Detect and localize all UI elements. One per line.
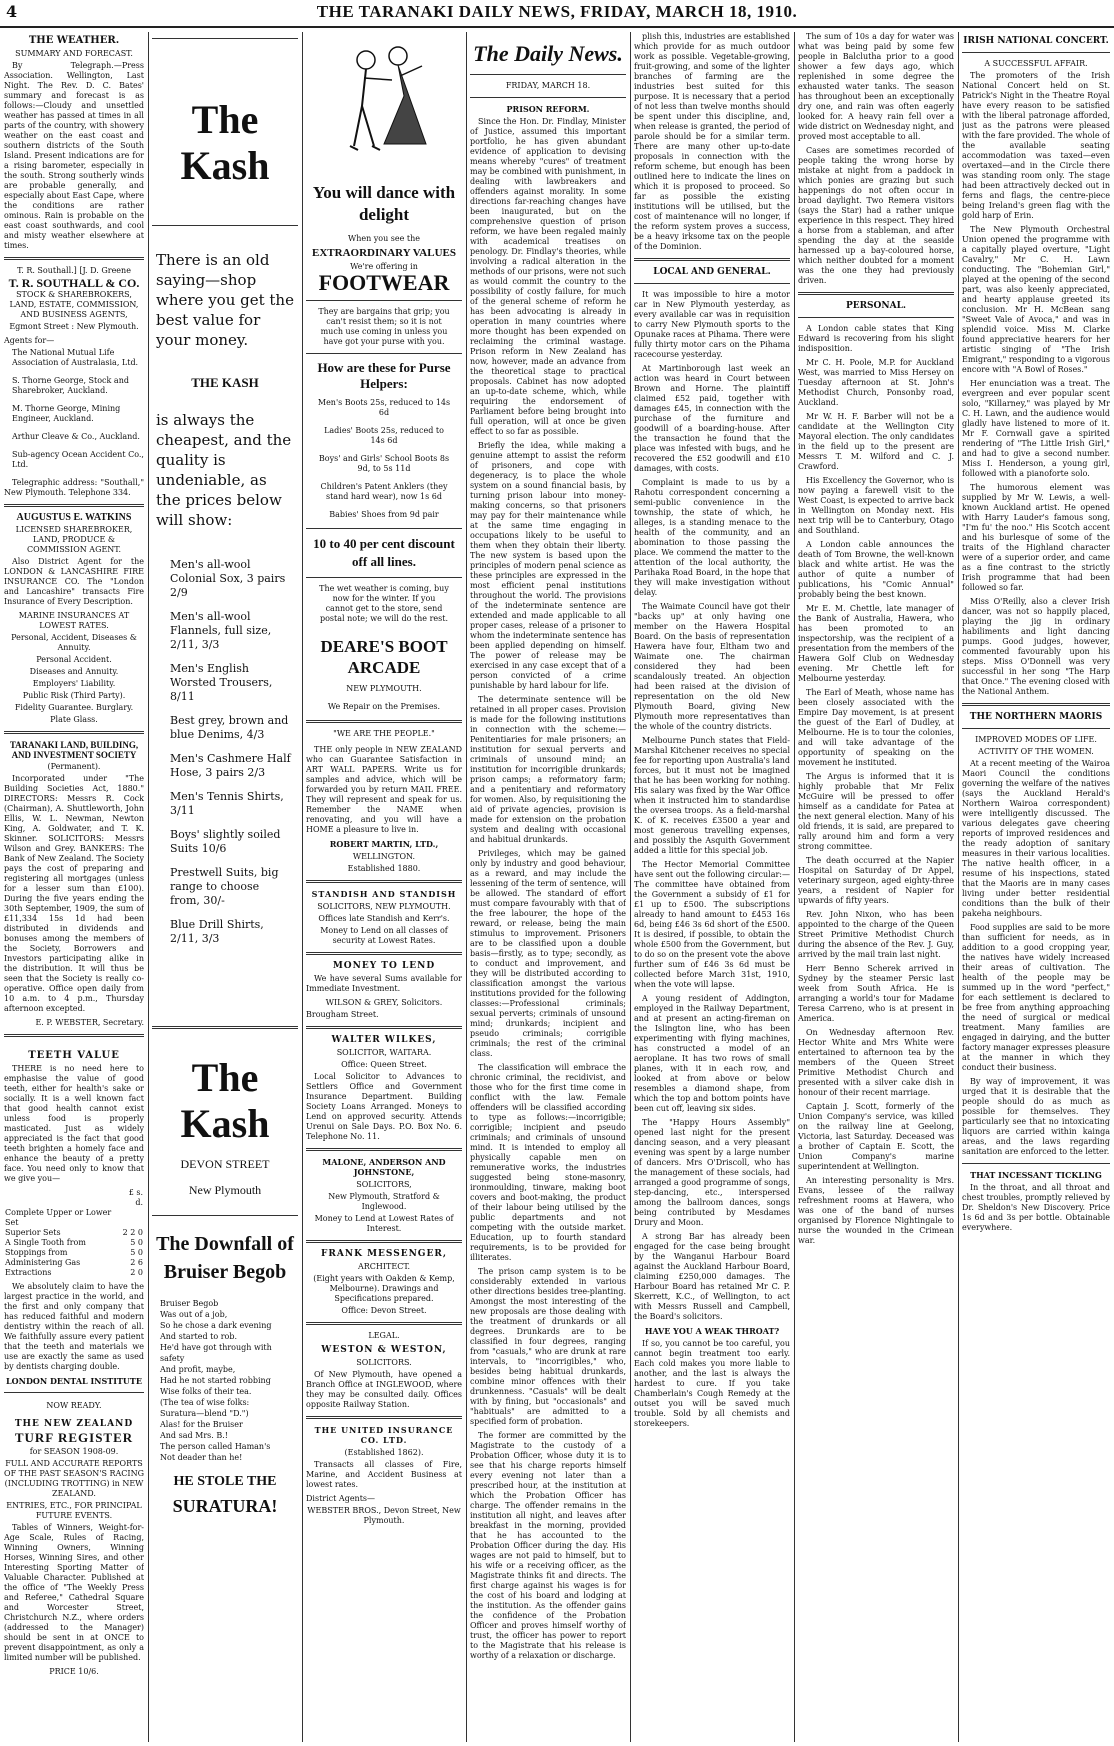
article-paragraph: Mr E. M. Chettle, late manager of the Bank of Australia, Hawera, who has been promoted to an inspectorship, was the recipient of a presentation from the members of the Hawera Golf Club on Wednesday evening. Mr Chettle left for Melbourne yesterday. (798, 604, 954, 683)
article-paragraph: The former are committed by the Magistrate to the custody of a Probation Officer, whose duty it is to see that his charge reports himself every evening not later than a prescribed hour, at the institution at which the Probation Officer has charge. The offender remains in the institution all night, and leaves after breakfast in the morning, provided that he has accounted to the Probation Officer during the day. His wages are not paid to himself, but to his wife or a receiving officer, as the Magistrate thinks fit and directs. The first charge against his wages is for the cost of his board and lodging at the institution. As the offender gains the confidence of the Probation Officer and proves himself worthy of trust, the officer has power to report to the Magistrate that his release is worthy of a relaxation or discharge. (470, 1431, 626, 1660)
turf-heading: THE NEW ZEALAND (14, 1419, 134, 1429)
table-row (4, 1238, 144, 1248)
list-item: Men's all-wool Flannels, full size, 2/11, 3/3 (170, 610, 272, 651)
deare-repair: We Repair on the Premises. (327, 702, 441, 711)
list-item: Babies' Shoes from 9d pair (329, 510, 439, 519)
article-paragraph: It was impossible to hire a motor car in New Plymouth yesterday, as every available car was in requisition to carry New Plymouth sports to the Opunake races at Pihama. There were fully thirty motor cars on the Pihama racecourse yesterday. (634, 290, 790, 359)
divider (962, 1163, 1110, 1164)
list-item: Personal, Accident, Diseases & Annuity. (11, 633, 137, 652)
watkins-marine: MARINE INSURANCES AT LOWEST RATES. (18, 611, 130, 630)
article-paragraph: An interesting personality is Mrs. Evans, lessee of the railway refreshment rooms at Hawera, who was one of the band of nurses organised by Florence Nightingale to nurse the wounded in the Crimean war. (798, 1176, 954, 1245)
divider (306, 300, 462, 301)
table-cell (120, 1208, 144, 1228)
teeth-text: THERE is no need here to emphasise the value of good teeth, either for health's sake or socially. It is a well known fact that good health cannot exist unless food is properly masticated. Just as widely appreciated is the fact that good teeth brighten a homely face and enhance the beauty of a pretty face. You need only to know that we give you— (4, 1064, 144, 1183)
article-paragraph: Her enunciation was a treat. The evergreen and ever popular scent solo, "Killarney," was played by Mr C. H. Lawn, and the audience would gladly have listened to more of it. Mr F. Cornwall gave a spirited rendering of "The Little Irish Girl," and had to give a second number. Miss I. Henderson, a young girl, followed with a pianoforte solo. (962, 379, 1110, 478)
divider (306, 1148, 462, 1151)
lend-firm: WILSON & GREY, Solicitors. (325, 998, 443, 1007)
kash-town: New Plymouth (188, 1183, 262, 1197)
deare-text-1: They are bargains that grip; you can't resist them; so it is not much use coming in unless you have got your purse with you. (318, 307, 450, 346)
article-paragraph: A London cable states that King Edward is recovering from his slight indisposition. (798, 324, 954, 353)
turf-season: for SEASON 1908-09. (29, 1447, 119, 1456)
divider (962, 52, 1110, 53)
article-paragraph: His Excellency the Governor, who is now paying a farewell visit to the West Coast, is expected to arrive back in Wellington on Monday next. His next trip will be to Canterbury, Otago and Southland. (798, 476, 954, 535)
article-paragraph: Melbourne Punch states that Field-Marshal Kitchener receives no special fee for reporting upon Australia's land forces, but it must not be imagined that he has been working for nothing. His salary was fixed by the War Office when it instructed him to standardise the oversea troops. As a field-marshal K. of K. receives £3500 a year and most generous travelling expenses, and possibly the Asquith Government added a little for this special job. (634, 736, 790, 855)
poem-line: And profit, maybe, (160, 1365, 236, 1374)
list-item: Plate Glass. (50, 715, 98, 724)
divider (470, 97, 626, 98)
list-item: Children's Patent Anklers (they stand hard wear), now 1s 6d (320, 482, 448, 501)
society-sub: (Permanent). (47, 762, 101, 771)
poem-line: (The tea of wise folks: (160, 1398, 250, 1407)
united-name: THE UNITED INSURANCE CO. LTD. (314, 1425, 454, 1445)
divider (798, 292, 954, 295)
concert-subheading: A SUCCESSFUL AFFAIR. (984, 59, 1088, 68)
column-2 (152, 32, 298, 1742)
martin-text: THE only people in NEW ZEALAND who can Guarantee Satisfaction in ART WALL PAPERS. Write us for samples and advice, which will be forwarded you by return MAIL FREE. They will represent and speak for us. Remember the NAME when renovating, and you will have a HOME a pleasure to live in. (306, 745, 462, 834)
article-paragraph: Food supplies are said to be more than sufficient for needs, as in addition to a good cropping year, the natives have widely increased their areas of cultivation. The health of the people may be summed up in the word "perfect," for each settlement is declared to be free from anything approaching the need of surgical or medical treatment. Many families are engaged in dairying, and the butter factory manager expresses pleasure at the manner in which they conduct their business. (962, 923, 1110, 1072)
divider (634, 283, 790, 284)
list-item: Employers' Liability. (32, 679, 116, 688)
divider (152, 225, 298, 226)
legal-desc: SOLICITORS. (356, 1358, 412, 1367)
list-item: Men's English Worsted Trousers, 8/11 (170, 662, 273, 703)
kash-street: DEVON STREET (180, 1157, 270, 1171)
divider (470, 74, 626, 75)
poem-line: Alas! for the Bruiser (160, 1420, 243, 1429)
list-item: Personal Accident. (36, 655, 112, 664)
table-row (4, 1268, 144, 1278)
list-item: S. Thorne George, Stock and Sharebroker, Auckland. (12, 376, 129, 395)
poem-line: He'd have got through with safety (160, 1343, 272, 1363)
deare-helpers: How are these for Purse Helpers: (317, 360, 451, 391)
divider (306, 880, 462, 883)
article-paragraph: A strong Bar has already been engaged for the case being brought by the Wanganui Harbour Board against the Auckland Harbour Board, claiming £250,000 damages. The Harbour Board has retained Mr C. P. Skerrett, K.C., of Wellington, to act with Messrs Russell and Campbell, the Board's solicitors. (634, 1232, 790, 1321)
article-paragraph: The Waimate Council have got their "backs up" at only having one member on the Hawera Hospital Board. On the basis of representation Hawera have four, Eltham two and Waimate one. The chairman considered they had been scandalously treated. An objection had been raised at the division of representation on the old New Plymouth Board, giving New Plymouth more representatives than the whole of the country districts. (634, 602, 790, 731)
wilkes-desc: SOLICITOR, WAITARA. (336, 1048, 432, 1057)
list-item: Men's Tennis Shirts, 3/11 (170, 790, 284, 817)
teeth-institute: LONDON DENTAL INSTITUTE (6, 1376, 142, 1386)
kash-text-1: There is an old saying—shop where you get the best value for your money. (156, 251, 294, 349)
article-paragraph: The promoters of the Irish National Concert held on St. Patrick's Night in the Theatre Royal have every reason to be satisfied with the liberal patronage afforded, just as the patrons were pleased with the fare provided. The whole of the available seating accommodation was taxed—even overtaxed—and in the Circle there was standing room only. The stage had been attractively decked out in ferns and flags, the centre-piece being Ireland's green flag with the gold harp of Erin. (962, 71, 1110, 220)
standish-name: STANDISH AND STANDISH (311, 889, 457, 899)
kash-sub: THE KASH (191, 375, 259, 390)
article-paragraph: Miss O'Reilly, also a clever Irish dancer, was not so happily placed, playing the jig in ordinary habiliments and light dancing pumps. Good judges, however, commented favourably upon his steps. Miss O'Donnell was very successful in her song "The Harp that Once." The evening closed with the National Anthem. (962, 597, 1110, 696)
poem-line: Suratura—blend "D.") (160, 1409, 249, 1418)
lend-street: Brougham Street. (306, 1010, 379, 1019)
divider (152, 38, 298, 39)
list-item: The National Mutual Life Association of Australasia, Ltd. (12, 348, 139, 367)
martin-name: ROBERT MARTIN, LTD., (329, 839, 439, 849)
article-paragraph: Herr Benno Scherek arrived in Sydney by the steamer Persic last week from South Africa. He is arranging a world's tour for Madame Teresa Carreno, who is at present in America. (798, 964, 954, 1023)
divider (306, 528, 462, 529)
table-cell: Extractions (5, 1268, 52, 1277)
table-cell: 5 0 (130, 1238, 143, 1247)
column-rule (302, 32, 303, 1742)
messenger-name: FRANK MESSENGER, (321, 1249, 447, 1259)
wilkes-text: Local Solicitor to Advances to Settlers Office and Government Insurance Department. Building Society Loans Arranged. Moneys to Lend on approved security. Attends Urenui on Sale Days. P.O. Box No. 6. Telephone No. 11. (306, 1072, 462, 1141)
weather-heading: THE WEATHER. (28, 35, 120, 46)
kash-price-list (170, 558, 292, 946)
united-agents: District Agents— (306, 1494, 376, 1503)
turf-title: TURF REGISTER (14, 1430, 134, 1445)
poem-line: The person called Haman's (160, 1442, 271, 1451)
messenger-desc: ARCHITECT. (357, 1262, 411, 1271)
poem-line: Had he not started robbing (160, 1376, 271, 1385)
standish-money: Money to Lend on all classes of security at Lowest Rates. (320, 926, 448, 945)
table-cell: Stoppings from (5, 1248, 68, 1257)
standish-text: Offices late Standish and Kerr's. (318, 914, 450, 923)
article-paragraph: Mr W. H. F. Barber will not be a candidate at the Wellington City Mayoral election. The only candidates in the field up to the present are Messrs T. M. Wilford and C. J. Crawford. (798, 412, 954, 471)
divider (798, 317, 954, 318)
lend-name: MONEY TO LEND (332, 961, 436, 971)
turf-text-2: Tables of Winners, Weight-for-Age Scale, Rules of Racing, Winning Owners, Winning Horses, Winning Sires, and other Interesting Sporting Matter of Valuable Character. Published at the office of "The Weekly Press and Referee," Cathedral Square and Worcester Street, Christchurch N.Z., where orders (addressed to the Manager) should be sent in at ONCE to prevent disappointment, as only a limited number will be published. (4, 1523, 144, 1662)
maoris-subheading-2: ACTIVITY OF THE WOMEN. (978, 747, 1094, 756)
article-paragraph: The death occurred at the Napier Hospital on Saturday of Dr Appel, veterinary surgeon, aged eighty-three years, a resident of Napier for upwards of fifty years. (798, 856, 954, 905)
article-paragraph: At a recent meeting of the Wairoa Maori Council the conditions governing the welfare of the natives (says the Auckland Herald's Northern Wairoa correspondent) were intelligently discussed. The various delegates gave cheering reports of improved residences and the ready adoption of sanitary measures in their various localities. The native health officer, in a resume of his inspections, stated that the Maoris are in many cases living under better residential conditions than the bulk of their pakeha neighbours. (962, 759, 1110, 918)
editorial-date: FRIDAY, MARCH 18. (505, 81, 591, 90)
legal-heading: LEGAL. (368, 1331, 400, 1340)
poem-line: So he chose a dark evening (160, 1321, 272, 1330)
column-7 (962, 32, 1110, 1742)
malone-text: Money to Lend at Lowest Rates of Interest. (314, 1214, 454, 1233)
list-item: Fidelity Guarantee. Burglary. (14, 703, 134, 712)
kash-brand-1: The Kash (180, 97, 270, 188)
messenger-text: (Eight years with Oakden & Kemp, Melbourne). Drawings and Specifications prepared. (313, 1274, 455, 1303)
deare-line-2: When you see the (347, 234, 421, 243)
wilkes-office: Office: Queen Street. (341, 1060, 427, 1069)
table-row (4, 1188, 144, 1208)
poem-line: And started to rob. (160, 1332, 237, 1341)
divider (4, 257, 144, 260)
teeth-text-2: We absolutely claim to have the largest practice in the world, and the first and only company that has reduced faithful and modern dentistry within the reach of all. We faithfully assure every patient that the teeth and materials we use are exactly the same as used by dentists charging double. (4, 1282, 144, 1371)
column-5 (634, 32, 790, 1742)
editorial-heading: PRISON REFORM. (506, 104, 590, 114)
column-1 (4, 32, 144, 1742)
list-item: Men's all-wool Colonial Sox, 3 pairs 2/9 (170, 558, 286, 599)
divider (4, 1034, 144, 1037)
column-rule (466, 32, 467, 1742)
list-item: Best grey, brown and blue Denims, 4/3 (170, 714, 289, 741)
list-item: Sub-agency Ocean Accident Co., Ltd. (12, 450, 144, 469)
column-6 (798, 32, 954, 1742)
table-cell: 2 6 (130, 1258, 143, 1267)
divider (306, 353, 462, 354)
watkins-name: AUGUSTUS E. WATKINS (16, 512, 132, 523)
southall-telegraphic: Telegraphic address: "Southall," New Plymouth. Telephone 334. (4, 478, 144, 497)
list-item: Boys' slightly soiled Suits 10/6 (170, 828, 281, 855)
article-paragraph: Complaint is made to us by a Rahotu correspondent concerning a semi-public convenience in the township, the state of which, he alleges, is a standing menace to the health of the community, and an abomination to those passing the place. We commend the matter to the attention of the local authority, the Parihaka Road Board, in the hope that they will make investigation without delay. (634, 478, 790, 597)
local-general-heading: LOCAL AND GENERAL. (653, 267, 771, 277)
kash-brand-2: The Kash (180, 1055, 270, 1146)
dancing-couple-illustration (314, 36, 454, 176)
table-cell: A Single Tooth from (5, 1238, 86, 1247)
article-paragraph: The Hector Memorial Committee have sent out the following circular:—The committee have obtained from the Government a subsidy of £1 for £1 up to £500. The subscriptions already to hand amount to £453 16s 6d, being £46 3s 6d short of the £500. It is desired, if possible, to obtain the whole £500 from the Government, but to do so on the present vote the above further sum of £46 3s 6d must be collected before March 31st, 1910, when the vote will lapse. (634, 860, 790, 989)
column-3 (306, 32, 462, 1742)
article-paragraph: Rev. John Nixon, who has been appointed to the charge of the Queen Street Primitive Methodist Church during the absence of the Rev. J. Guy, arrived by the mail train last night. (798, 910, 954, 959)
article-paragraph: A young resident of Addington, employed in the Railway Department, and at present an acting-fireman on the Islington line, who has been experimenting with flying machines, has constructed a model of an aeroplane. It has two rows of small planes, with it in each row, and looked at from above or below resembles a diamond shape, from which the top and bottom points have been cut off, leaving six sides. (634, 994, 790, 1113)
martin-town: WELLINGTON. (352, 852, 416, 861)
turf-price: PRICE 10/6. (49, 1667, 99, 1676)
deare-line-4: We're offering in (350, 262, 418, 271)
daily-news-masthead: The Daily News. (473, 41, 623, 66)
tickling-text: In the throat, and all throat and chest troubles, promptly relieved by Dr. Sheldon's New Discovery. Price 1s 6d and 3s per bottle. Obtainable everywhere. (962, 1183, 1110, 1232)
southall-agent-list (12, 348, 144, 470)
article-paragraph: Mr C. H. Poole, M.P. for Auckland West, was married to Miss Hersey on Tuesday afternoon at St. John's Methodist Church, Ponsonby road, Auckland. (798, 358, 954, 407)
article-paragraph: The determinate sentence will be retained in all proper cases. Provision is made for the following institutions in connection with the scheme:—Penitentiaries for male prisoners; an institution for sexual perverts and criminals of unsound mind; an institution for incorrigible drunkards; prison camps; a reformatory farm; and a penitentiary and reformatory for women. Also, by requisitioning the aid of private agencies, provision is made for extension on the probation system and dealing with occasional and habitual drunkards. (470, 695, 626, 844)
bruiser-poem (160, 1298, 298, 1463)
article-paragraph: plish this, industries are established which provide for as much outdoor work as possible. Vegetable-growing, fruit-growing, and some of the lighter branches of farming are the industries best suited for this purpose. It is necessary that a period of not less than twelve months should be spent under this discipline, and, when release is granted, the period of parole should be for a similar term. There are many other up-to-date proposals in connection with the reform scheme, but enough has been outlined here to indicate the lines on which it is proposed to proceed. So far as possible the existing institutions will be utilised, but the cost of maintenance will no longer, if the reform system proves a success, be a heavy irksome tax on the people of the Dominion. (634, 32, 790, 251)
article-paragraph: The New Plymouth Orchestral Union opened the programme with a capitally played overture, "Light Cavalry," Mr C. H. Lawn conducting. The "Bohemian Girl," played at the opening of the second part, was also keenly appreciated, and hearty applause greeted its conclusion. Mr H. McBean sang "Sweet Vale of Avoca," and was in splendid voice. Miss M. Clarke found appreciative hearers for her artistic singing of "The Irish Emigrant," responding to a vigorous encore with "A Bowl of Roses." (962, 225, 1110, 374)
teeth-heading: TEETH VALUE (28, 1050, 120, 1061)
weather-text: By Telegraph.—Press Association. Wellington, Last Night. The Rev. D. C. Bates' summary and forecast is as follows:—Cloudy and unsettled weather has passed at times in all parts of the country, with showery weather on the east coast and southern districts of the South Island. Present indications are for a rising barometer, especially in the south. Strong southerly winds are probable generally, and especially about East Cape, where the conditions are rather ominous. Rain is probable on the east coast southwards, and cool and misty weather elsewhere at times. (4, 61, 144, 250)
article-paragraph: Briefly the idea, while making a genuine attempt to assist the reform of prisoners, and cope with degeneracy, is to place the whole system on a sound financial basis, by turning prison labour into money-making concerns, so that prisoners may pay for their maintenance while at the same time engaging in occupations likely to be useful to them when they obtain their liberty. The new system is based upon the principles of modern penal science as these principles are expressed in the most efficient penal institutions throughout the world. The provisions of the indeterminate sentence are extended and made applicable to all proper cases, release of a prisoner to whom the indeterminate sentence has been applied depending on himself. The power of release may be exercised in any case except that of a person convicted of a crime punishable by hard labour for life. (470, 441, 626, 690)
messenger-office: Office: Devon Street. (341, 1306, 427, 1315)
article-paragraph: The classification will embrace the chronic criminal, the recidivist, and those who for the first time come in conflict with the law. Female offenders will be classified according to type as follows:—incorrigible; corrigible; incipient and pseudo criminals; and criminals of unsound mind. It is intended to employ all physically capable men on remunerative works, the industries suggested being stone-masonry, ironmoulding, tinware, making boot covers and boot-making, the product of their labour being utilised by the public departments and not competing with the outside market. Education, up to fourth standard requirements, is to be provided for illiterates. (470, 1063, 626, 1262)
turf-entries: ENTRIES, ETC., FOR PRINCIPAL FUTURE EVENTS. (6, 1501, 142, 1520)
malone-desc: SOLICITORS, (356, 1180, 412, 1189)
bruiser-tag-2: SURATURA! (172, 1496, 278, 1516)
maoris-subheading-1: IMPROVED MODES OF LIFE. (975, 735, 1097, 744)
list-item: Blue Drill Shirts, 2/11, 3/3 (170, 918, 264, 945)
article-paragraph: The "Happy Hours Assembly" opened last night for the present dancing season, and a very pleasant evening was spent by a large number of dancers. Mrs O'Driscoll, who has the management of these socials, had arranged a good programme of songs, step-dancing, etc., interspersed among the ballroom dances, songs being contributed by Mesdames Drury and Moon. (634, 1118, 790, 1227)
divider (962, 703, 1110, 706)
deare-text-2: The wet weather is coming, buy now for the winter. If you cannot get to the store, send postal note; we will do the rest. (319, 584, 449, 623)
united-text: Transacts all classes of Fire, Marine, and Accident Business at lowest rates. (306, 1460, 462, 1489)
column-rule (630, 32, 631, 1742)
list-item: Arthur Cleave & Co., Auckland. (12, 432, 140, 441)
table-cell: Administering Gas (5, 1258, 81, 1267)
society-signature: E. P. WEBSTER, Secretary. (35, 1018, 144, 1027)
list-item: Public Risk (Third Party). (22, 691, 126, 700)
malone-name: MALONE, ANDERSON AND JOHNSTONE, (322, 1157, 446, 1177)
legal-name: WESTON & WESTON, (321, 1345, 447, 1355)
southall-desc: STOCK & SHAREBROKERS, LAND, ESTATE, COMMISSION, AND BUSINESS AGENTS, (9, 290, 139, 319)
southall-name: T. R. SOUTHALL & CO. (8, 276, 140, 290)
masthead (0, 0, 1114, 28)
article-paragraph: A London cable announces the death of Tom Browne, the well-known black and white artist. He was the author of quite a number of publications, his "Comic Annual" probably being the best known. (798, 540, 954, 599)
table-cell: 2 2 0 (122, 1228, 143, 1237)
divider (4, 731, 144, 734)
deare-footwear: FOOTWEAR (318, 270, 450, 295)
table-cell: Complete Upper or Lower Set (5, 1208, 112, 1227)
table-cell: Superior Sets (5, 1228, 61, 1237)
watkins-desc: LICENSED SHAREBROKER, LAND, PRODUCE & COMMISSION AGENT. (15, 525, 133, 554)
united-firm: WEBSTER BROS., Devon Street, New Plymouth. (307, 1506, 461, 1525)
deare-name: DEARE'S BOOT ARCADE (320, 637, 448, 677)
weather-subheading: SUMMARY AND FORECAST. (15, 49, 133, 58)
bruiser-title: The Downfall of Bruiser Begob (156, 1233, 294, 1283)
list-item: M. Thorne George, Mining Engineer, Auckland. (12, 404, 121, 423)
article-paragraph: The prison camp system is to be considerably extended in various other directions besides tree-planting. Amongst the most interesting of the new proposals are those dealing with the treatment of drunkards or all degrees. Drunkards are to be classified in four degrees, ranging from "casuals," who are drunk at rare intervals, to "incorrigibles," who, besides being habitual drunkards, combine minor offences with their drunkenness. "Casuals" will be dealt with by fining, but "occasionals" and "habituals" are admitted to a specified form of probation. (470, 1267, 626, 1426)
concert-heading: IRISH NATIONAL CONCERT. (963, 36, 1109, 46)
legal-text: Of New Plymouth, have opened a Branch Office at INGLEWOOD, where they may be consulted daily. Offices opposite Railway Station. (306, 1370, 462, 1409)
table-row (4, 1208, 144, 1228)
personal-heading: PERSONAL. (845, 301, 907, 311)
teeth-price-table (4, 1188, 144, 1278)
divider (152, 1215, 298, 1216)
divider (306, 1322, 462, 1325)
article-paragraph: The sum of 10s a day for water was what was being paid by some few people in Balclutha prior to a good shower a few days ago, which replenished in some degree the exhausted water tanks. The season has throughout been an exceptionally dry one, and rain was often eagerly looked for. A heavy rain fell over a wide district on Wednesday night, and proved most acceptable to all. (798, 32, 954, 141)
list-item: Diseases and Annuity. (29, 667, 119, 676)
society-text: Incorporated under "The Building Societies Act, 1880." DIRECTORS: Messrs R. Cock (Chairman), A. Shuttleworth, John Ellis, W. L. Newman, Newton King, A. Goldwater, and T. K. Skinner. SOLICITORS: Messrs Wilson and Grey. BANKERS: The Bank of New Zealand. The Society pays the cost of preparing and registering all mortgages (unless for a lesser sum than £100). During the five years ending the 30th September, 1909, the sum of £11,334 15s 1d had been distributed in dividends and bonuses among the members of the Society, Borrowers and Investors participating alike in the distribution. It will thus be seen that the Society is really co-operative. Office open daily from 10 a.m. to 4 p.m., Thursday afternoon excepted. (4, 774, 144, 1013)
turf-text: FULL AND ACCURATE REPORTS OF THE PAST SEASON'S RACING (INCLUDING TROTTING) in NEW ZEALAND. (4, 1459, 144, 1498)
tickling-heading: THAT INCESSANT TICKLING (970, 1170, 1102, 1180)
table-cell: 2 0 (130, 1268, 143, 1277)
society-name: TARANAKI LAND, BUILDING, AND INVESTMENT SOCIETY (9, 740, 139, 760)
divider (962, 728, 1110, 729)
masthead-title: THE TARANAKI DAILY NEWS, FRIDAY, MARCH 18, 1910. (316, 2, 798, 21)
list-item: Men's Boots 25s, reduced to 14s 6d (317, 398, 451, 417)
table-row (4, 1258, 144, 1268)
table-cell: £ s. d. (128, 1188, 143, 1207)
page-number: 4 (6, 2, 18, 21)
divider (4, 1392, 144, 1393)
lend-text: We have several Sums available for Immediate Investment. (306, 974, 462, 993)
table-row (4, 1248, 144, 1258)
kash-text-2: is always the cheapest, and the quality is undeniable, as the prices below will show: (156, 411, 292, 529)
list-item: Boys' and Girls' School Boots 8s 9d, to 5s 11d (318, 454, 450, 473)
article-paragraph: Captain J. Scott, formerly of the Union Company's service, was killed on the railway line at Geelong, Victoria, last Saturday. Deceased was a brother of Captain E. Scott, the Union Company's marine superintendent at Wellington. (798, 1102, 954, 1171)
article-paragraph: The Earl of Meath, whose name has been closely associated with the Empire Day movement, is at present the guest of the Earl of Dudley, at Melbourne. He is to tour the colonies, and will take advantage of the opportunity of speaking on the movement he instituted. (798, 688, 954, 767)
list-item: Men's Cashmere Half Hose, 3 pairs 2/3 (170, 752, 291, 779)
column-rule (148, 32, 149, 1742)
poem-line: Not deader than he! (160, 1453, 243, 1462)
watkins-text: Also District Agent for the LONDON & LANCASHIRE FIRE INSURANCE CO. The "London and Lancashire" transacts Fire Insurance of Every Description. (4, 557, 144, 606)
poem-line: Bruiser Begob (160, 1299, 219, 1308)
divider (634, 258, 790, 261)
article-paragraph: The humorous element was supplied by Mr W. Lewis, a well-known Auckland artist. He opened with Harry Lauder's famous song, "I'm fu' the noo." His Scotch accent and his burlesque of some of the traits of the Highland character were of a superior order, and came as a fine contrast to the strictly Irish programme that had been followed so far. (962, 483, 1110, 592)
column-4 (470, 32, 626, 1742)
southall-partners: T. R. Southall.] [J. D. Greene (17, 266, 131, 275)
deare-line-1: You will dance with delight (312, 183, 456, 224)
table-row (4, 1228, 144, 1238)
poem-line: Wise folks of their tea. (160, 1387, 252, 1396)
divider (306, 1240, 462, 1243)
divider (306, 952, 462, 955)
table-cell: 5 0 (130, 1248, 143, 1257)
turf-now-ready: NOW READY. (46, 1401, 102, 1410)
divider (4, 504, 144, 507)
poem-line: And sad Mrs. B.! (160, 1431, 228, 1440)
malone-town: New Plymouth, Stratford & Inglewood. (328, 1192, 440, 1211)
column-rule (958, 32, 959, 1742)
divider (306, 1026, 462, 1029)
article-paragraph: At Martinborough last week an action was heard in Court between Brown and Horne. The plaintiff claimed £52 paid, together with damages £45, in connection with the purchase of the furniture and goodwill of a boarding-house. After the transaction he found that the place was infested with bugs, and he recovered the £52 goodwill and £10 damages, with costs. (634, 364, 790, 473)
wilkes-name: WALTER WILKES, (331, 1035, 437, 1045)
article-paragraph: The Argus is informed that it is highly probable that Mr Felix McGuire will be pressed to offer himself as a candidate for Patea at the next general election. Many of his old friends, it is said, are prepared to rally around him and form a very strong committee. (798, 772, 954, 851)
southall-street: Egmont Street : New Plymouth. (9, 322, 139, 331)
poem-line: Was out of a job, (160, 1310, 228, 1319)
bruiser-tag-1: HE STOLE THE (173, 1474, 277, 1489)
column-rule (794, 32, 795, 1742)
martin-est: Established 1880. (347, 864, 421, 873)
deare-line-3: EXTRAORDINARY VALUES (312, 247, 456, 259)
list-item: Prestwell Suits, big range to choose from, 30/- (170, 866, 279, 907)
standish-desc: SOLICITORS, NEW PLYMOUTH. (317, 902, 451, 911)
united-est: (Established 1862). (344, 1448, 424, 1457)
weak-throat-heading: HAVE YOU A WEAK THROAT? (644, 1326, 780, 1336)
divider (306, 1416, 462, 1419)
list-item: Ladies' Boots 25s, reduced to 14s 6d (324, 426, 444, 445)
article-paragraph: Since the Hon. Dr. Findlay, Minister of Justice, assumed this important portfolio, he has given abundant evidence of application to devising means whereby "cures" of treatment may be combined with punishment, in dealing with lawbreakers and offenders against morality. In some directions far-reaching changes have been inaugurated, but on the comprehensive question of prison reform, we have been regaled mainly with academical treatises on penology. Dr. Findlay's theories, while involving a radical alteration in the methods of our prisons, were not such as would commit the country to the possibility of costly failure, for much of the general scheme of reform he has been advocating is already in operation in many countries where more thought has been expended on reclaiming the criminal wastage. Prison reform in New Zealand has now, however, made an advance from the theoretical stage to practical proposals. Cabinet has now adopted an up-to-date scheme, which, while requiring the endorsement of Parliament before being brought into full operation, will at once be given effect to so far as possible. (470, 117, 626, 436)
southall-agents-heading: Agents for— (4, 336, 55, 345)
weak-throat-text: If so, you cannot be too careful, you cannot begin treatment too early. Each cold makes you more liable to another, and the last is always the hardest to cure. If you take Chamberlain's Cough Remedy at the outset you will be saved much trouble. Sold by all chemists and storekeepers. (634, 1339, 790, 1428)
article-paragraph: Privileges, which may be gained only by industry and good behaviour, as a reward, and may include the lessening of the term of sentence, will be allowed. The standard of effort must compare favourably with that of the free labourer, the hope of the reward, or release, being the main stimulus to improvement. Prisoners are to be classified upon a double basis—firstly, as to type; secondly, as to conduct and improvement, and they will be distributed according to classification amongst the various institutions provided for the following classes:—Professional criminals; sexual perverts; criminals of unsound mind; drunkards; incipient and pseudo criminals; corrigible criminals; the rest of the criminal class. (470, 849, 626, 1058)
article-paragraph: On Wednesday afternoon Rev. Hector White and Mrs White were entertained to afternoon tea by the members of the Queen Street Primitive Methodist Church and presented with a silver cake dish in honour of their recent marriage. (798, 1028, 954, 1097)
article-paragraph: Cases are sometimes recorded of people taking the wrong horse by mistake at night from a paddock in which ponies are grazing but such happenings do not often occur in broad daylight. Two Remera visitors (says the Star) had a rather unique experience in this respect. They hired a horse from a stableman, and after spending the day at the seaside harnessed up a bay-coloured horse, which neither doubted for a moment was the one they had previously driven. (798, 146, 954, 285)
deare-discount: 10 to 40 per cent discount off all lines. (313, 536, 455, 569)
divider (152, 1026, 298, 1029)
deare-town: NEW PLYMOUTH. (346, 684, 422, 693)
divider (306, 577, 462, 578)
divider (306, 720, 462, 723)
martin-heading: "WE ARE THE PEOPLE." (333, 729, 435, 738)
article-paragraph: By way of improvement, it was urged that it is desirable that the people should do as much as possible for themselves. They particularly see that no intoxicating liquors are carried within kainga areas, and the laws regarding sanitation are enforced to the letter. (962, 1077, 1110, 1156)
maoris-heading: THE NORTHERN MAORIS (969, 712, 1103, 722)
